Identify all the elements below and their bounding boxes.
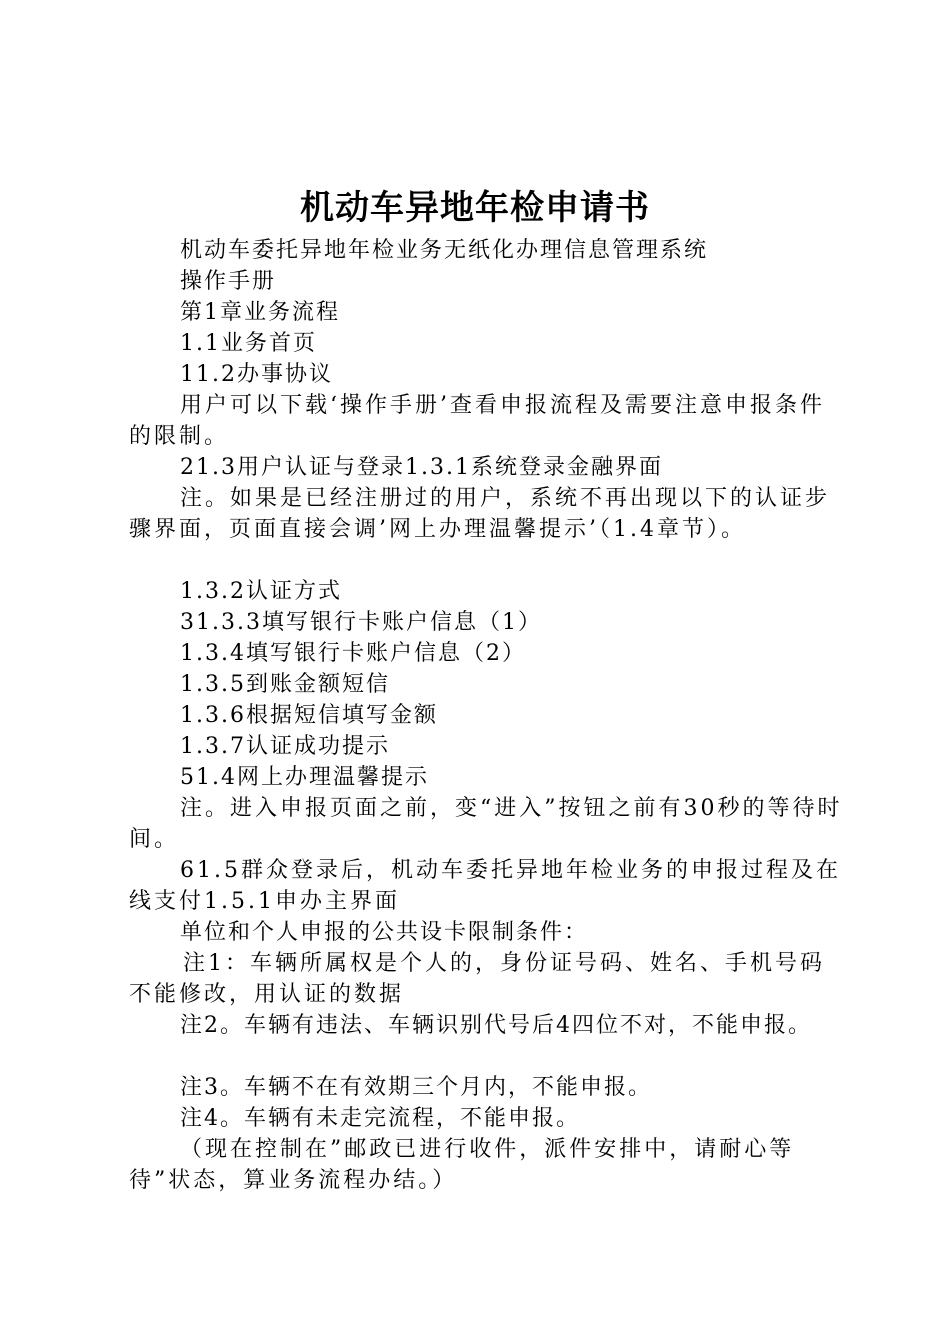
paragraph-status-note: （现在控制在”邮政已进行收件，派件安排中，请耐心等待”状态，算业务流程办结。） [129,1137,795,1193]
note-4: 注4。车辆有未走完流程，不能申报。 [180,1106,580,1131]
heading-1-4: 51.4网上办理温馨提示 [180,765,429,790]
heading-1-3-3: 31.3.3填写银行卡账户信息（1） [180,610,542,635]
heading-1-3-7: 1.3.7认证成功提示 [180,734,390,759]
document-title: 机动车异地年检申请书 [300,188,650,228]
note-2: 注2。车辆有违法、车辆识别代号后4四位不对，不能申报。 [180,1013,812,1038]
note-1: 注1：车辆所属权是个人的，身份证号码、姓名、手机号码不能修改，用认证的数据 [129,951,825,1007]
heading-1-3-5: 1.3.5到账金额短信 [180,672,390,697]
heading-1-2: 11.2办事协议 [180,362,333,387]
heading-1-3-4: 1.3.4填写银行卡账户信息（2） [180,641,526,666]
heading-1-3: 21.3用户认证与登录1.3.1系统登录金融界面 [180,455,663,480]
heading-chapter-1: 第1章业务流程 [180,300,340,325]
document-body [129,235,849,1196]
paragraph-registered-note: 注。如果是已经注册过的用户，系统不再出现以下的认证步骤界面，页面直接会调’网上办理温馨提示’（1.4章节）。 [129,486,831,542]
paragraph-wait-note: 注。进入申报页面之前，变“进入”按钮之前有30秒的等待时间。 [129,796,843,852]
paragraph-1-5: 61.5群众登录后，机动车委托异地年检业务的申报过程及在线支付1.5.1申办主界面 [129,858,841,914]
paragraph-restrictions: 单位和个人申报的公共设卡限制条件： [180,920,589,945]
heading-1-3-2: 1.3.2认证方式 [180,579,342,604]
paragraph-download-note: 用户可以下载‘操作手册’查看申报流程及需要注意申报条件的限制。 [129,393,825,449]
heading-1-3-6: 1.3.6根据短信填写金额 [180,703,438,728]
paragraph-manual: 操作手册 [180,269,277,294]
blank-line [129,545,849,576]
note-3: 注3。车辆不在有效期三个月内，不能申报。 [180,1075,652,1100]
heading-1-1: 1.1业务首页 [180,331,317,356]
paragraph-system-name: 机动车委托异地年检业务无纸化办理信息管理系统 [180,238,709,263]
blank-line [129,1041,849,1072]
